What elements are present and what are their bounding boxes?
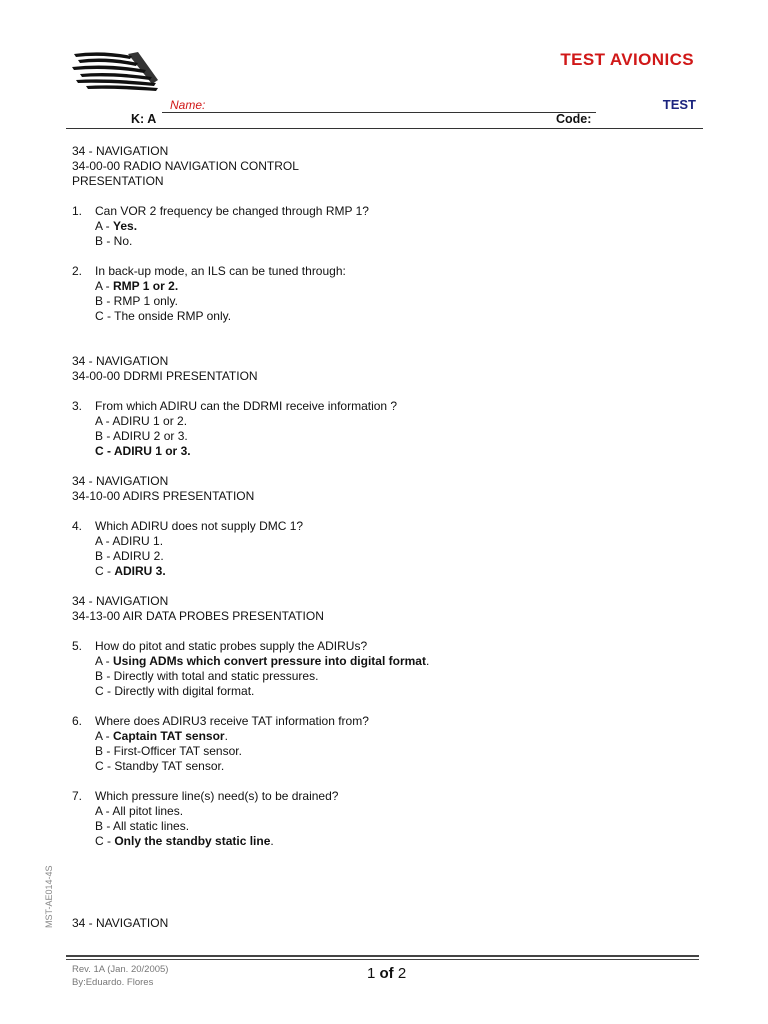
question-text: In back-up mode, an ILS can be tuned through: — [95, 264, 346, 278]
answer-option: B - All static lines. — [95, 819, 190, 833]
question-text: Where does ADIRU3 receive TAT information from? — [95, 714, 369, 728]
section-subtitle: PRESENTATION — [72, 174, 164, 188]
code-label: Code: — [556, 112, 592, 126]
question — [72, 639, 712, 699]
answer-option: C - Standby TAT sensor. — [95, 759, 225, 773]
section-title: 34 - NAVIGATION — [72, 916, 169, 930]
question-number: 2. — [72, 264, 83, 278]
section-header — [72, 594, 712, 624]
section-header — [72, 354, 712, 384]
section-subtitle: 34-00-00 DDRMI PRESENTATION — [72, 369, 258, 383]
answer-option: B - First-Officer TAT sensor. — [95, 744, 242, 758]
revision-info — [72, 964, 168, 989]
name-field-line — [162, 112, 596, 113]
section-title: 34 - NAVIGATION — [72, 354, 169, 368]
answer-option: A - RMP 1 or 2. — [95, 279, 179, 293]
question — [72, 714, 712, 774]
answer-option: A - ADIRU 1. — [95, 534, 164, 548]
section-header — [72, 474, 712, 504]
answer-option: A - Captain TAT sensor. — [95, 729, 228, 743]
question-content — [72, 144, 712, 931]
section-title: 34 - NAVIGATION — [72, 594, 169, 608]
section-header — [72, 144, 712, 189]
answer-option: A - Using ADMs which convert pressure into digital format. — [95, 654, 430, 668]
section-title: 34 - NAVIGATION — [72, 474, 169, 488]
correct-answer: Using ADMs which convert pressure into digital format — [113, 654, 426, 668]
question-number: 7. — [72, 789, 83, 803]
correct-answer: ADIRU 3. — [114, 564, 166, 578]
correct-answer: RMP 1 or 2. — [113, 279, 179, 293]
author-text: By:Eduardo. Flores — [72, 976, 154, 988]
answer-option: B - ADIRU 2. — [95, 549, 164, 563]
section-subtitle: 34-00-00 RADIO NAVIGATION CONTROL — [72, 159, 299, 173]
answer-option: C - Only the standby static line. — [95, 834, 274, 848]
section-subtitle: 34-10-00 ADIRS PRESENTATION — [72, 489, 255, 503]
company-logo — [72, 50, 160, 92]
answer-option: B - ADIRU 2 or 3. — [95, 429, 188, 443]
question — [72, 264, 712, 324]
question-number: 1. — [72, 204, 83, 218]
question — [72, 204, 712, 249]
question-text: Which ADIRU does not supply DMC 1? — [95, 519, 304, 533]
page-of: of — [379, 965, 394, 982]
question — [72, 519, 712, 579]
correct-answer: Only the standby static line — [114, 834, 271, 848]
revision-text: Rev. 1A (Jan. 20/2005) — [72, 964, 169, 975]
page-number — [367, 965, 406, 982]
question-text: From which ADIRU can the DDRMI receive information ? — [95, 399, 398, 413]
answer-option: A - All pitot lines. — [95, 804, 184, 818]
page-total: 2 — [397, 965, 407, 982]
answer-option: C - ADIRU 1 or 3. — [95, 444, 191, 458]
answer-option: C - ADIRU 3. — [95, 564, 166, 578]
correct-answer: Yes. — [113, 219, 138, 233]
answer-option: C - Directly with digital format. — [95, 684, 255, 698]
ka-label: K: A — [131, 112, 157, 126]
question — [72, 399, 712, 459]
question-text: Can VOR 2 frequency be changed through RMP 1? — [95, 204, 369, 218]
footer-divider — [66, 955, 699, 960]
answer-option: A - ADIRU 1 or 2. — [95, 414, 188, 428]
answer-option: B - Directly with total and static pressures. — [95, 669, 319, 683]
answer-option: B - No. — [95, 234, 133, 248]
question-text: How do pitot and static probes supply the ADIRUs? — [95, 639, 368, 653]
answer-option: B - RMP 1 only. — [95, 294, 178, 308]
test-label: TEST — [662, 97, 696, 112]
page-current: 1 — [367, 965, 376, 982]
correct-answer: ADIRU 1 or 3. — [113, 444, 191, 458]
brand-title: TEST AVIONICS — [560, 50, 694, 69]
document-code: MST-AE014-4S — [44, 865, 54, 928]
question-number: 3. — [72, 399, 83, 413]
name-field-label: Name: — [170, 98, 206, 112]
answer-option: A - Yes. — [95, 219, 138, 233]
section-subtitle: 34-13-00 AIR DATA PROBES PRESENTATION — [72, 609, 324, 623]
question-number: 4. — [72, 519, 83, 533]
correct-answer: Captain TAT sensor — [113, 729, 225, 743]
question — [72, 789, 712, 849]
question-text: Which pressure line(s) need(s) to be drained? — [95, 789, 339, 803]
header-divider — [66, 128, 703, 129]
question-number: 5. — [72, 639, 83, 653]
section-title: 34 - NAVIGATION — [72, 144, 169, 158]
question-number: 6. — [72, 714, 83, 728]
answer-option: C - The onside RMP only. — [95, 309, 232, 323]
